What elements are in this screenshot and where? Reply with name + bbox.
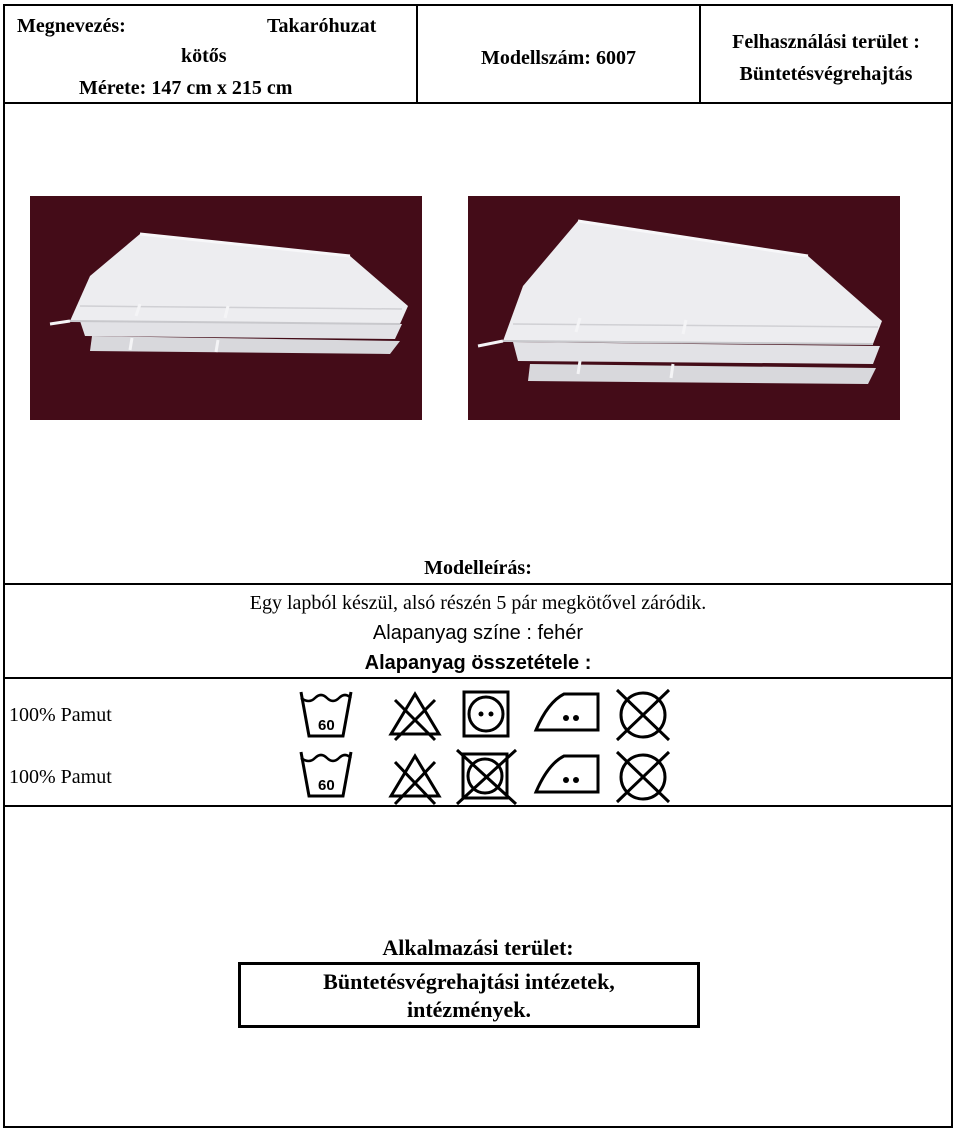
product-sheet (3, 4, 953, 1128)
size-text: Mérete: 147 cm x 215 cm (79, 77, 293, 99)
no-bleach-icon (385, 688, 445, 742)
no-bleach-icon (385, 748, 445, 806)
name-label: Megnevezés: (17, 15, 126, 37)
description-rule (5, 583, 951, 585)
usage-label: Felhasználási terület : (732, 31, 920, 53)
composition-rule (5, 677, 951, 679)
no-dry-clean-icon (611, 688, 675, 742)
care-row (5, 688, 951, 746)
model-number: Modellszám: 6007 (481, 47, 636, 69)
application-title: Alkalmazási terület: (382, 935, 574, 960)
wash-60-icon (297, 688, 357, 742)
material-label: 100% Pamut (9, 704, 112, 726)
header-divider (699, 6, 701, 104)
iron-medium-icon (532, 688, 602, 742)
description-text: Egy lapból készül, alsó részén 5 pár megkötővel záródik. (249, 592, 707, 614)
wash-temp: 60 (318, 717, 335, 734)
application-line-2: intézmények. (406, 997, 532, 1022)
wash-temp: 60 (318, 777, 335, 794)
care-row (5, 748, 951, 806)
name-value: Takaróhuzat (267, 15, 377, 37)
material-color: Alapanyag színe : fehér (372, 622, 584, 644)
tumble-dry-icon (460, 688, 516, 742)
name-value-cont: kötős (181, 45, 227, 67)
material-label: 100% Pamut (9, 766, 112, 788)
wash-60-icon (297, 748, 357, 802)
no-dry-clean-icon (611, 748, 675, 804)
care-bottom-rule (5, 805, 951, 807)
iron-medium-icon (532, 748, 602, 802)
application-line-1: Büntetésvégrehajtási intézetek, (323, 969, 615, 994)
product-photo-left (30, 196, 422, 420)
header-bottom-rule (5, 102, 951, 104)
description-title: Modelleírás: (424, 557, 532, 579)
usage-value: Büntetésvégrehajtás (739, 63, 913, 85)
no-tumble-dry-icon (454, 748, 520, 806)
composition-title: Alapanyag összetétele : (364, 652, 592, 674)
application-box (238, 962, 700, 1028)
product-photo-right (468, 196, 900, 420)
